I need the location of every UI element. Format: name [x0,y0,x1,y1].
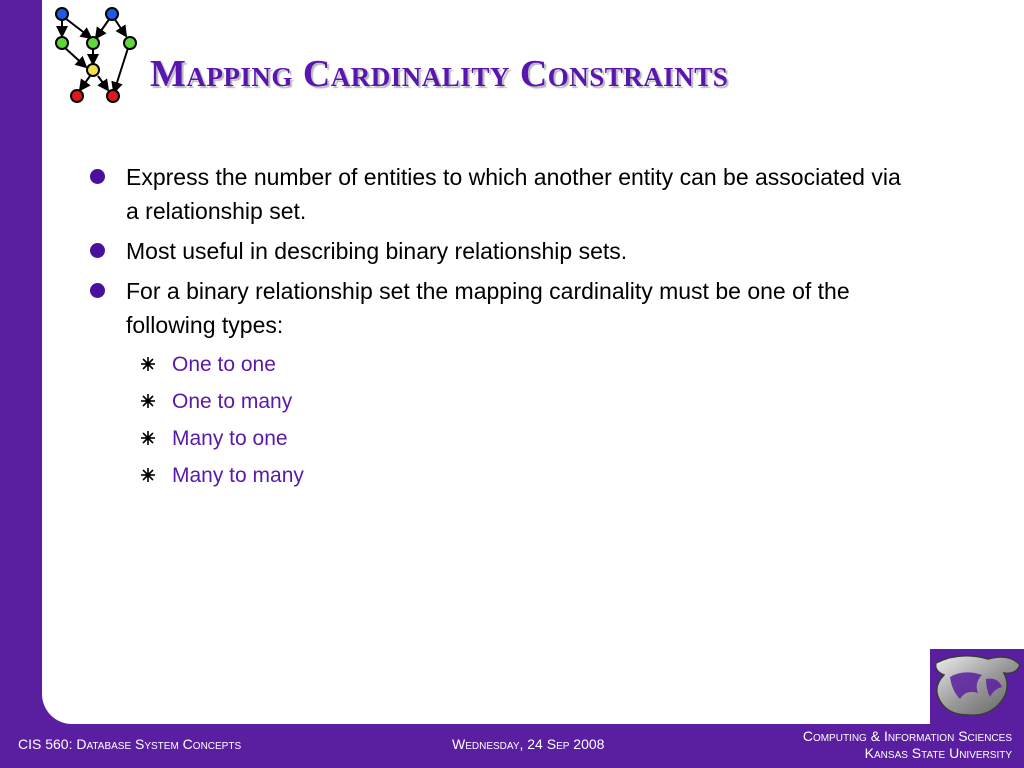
bullet-text: Express the number of entities to which another entity can be associated via a relationship set. [126,164,901,224]
bullet-text: For a binary relationship set the mapping cardinality must be one of the following types: [126,278,850,338]
bullet-item [88,234,908,268]
asterisk-star-icon [140,356,156,372]
bullet-text: Most useful in describing binary relationship sets. [126,238,628,264]
filled-circle-icon [90,243,105,258]
asterisk-star-icon [140,393,156,409]
footer-dept-line2: Kansas State University [864,745,1012,761]
slide-title: Mapping Cardinality Constraints [150,53,729,95]
graph-network-icon [48,4,144,108]
footer-date: Wednesday, 24 Sep 2008 [452,736,605,752]
sub-bullet-item [132,383,908,420]
sub-bullet-item [132,346,908,383]
sub-bullet-text: One to many [172,390,293,413]
filled-circle-icon [90,283,105,298]
filled-circle-icon [90,169,105,184]
sub-bullet-text: Many to one [172,427,288,450]
sub-bullet-text: Many to many [172,464,304,487]
sub-bullet-item [132,420,908,457]
bullet-item [88,160,908,228]
asterisk-star-icon [140,430,156,446]
sub-bullet-text: One to one [172,353,276,376]
powercat-logo-icon [930,649,1024,724]
footer-course: CIS 560: Database System Concepts [18,736,242,752]
bullet-item [88,274,908,494]
asterisk-star-icon [140,467,156,483]
footer-department [803,728,1012,762]
sub-bullet-item [132,457,908,494]
sub-bullet-list [132,346,908,494]
bullet-list [88,160,908,500]
footer-dept-line1: Computing & Information Sciences [802,728,1012,744]
